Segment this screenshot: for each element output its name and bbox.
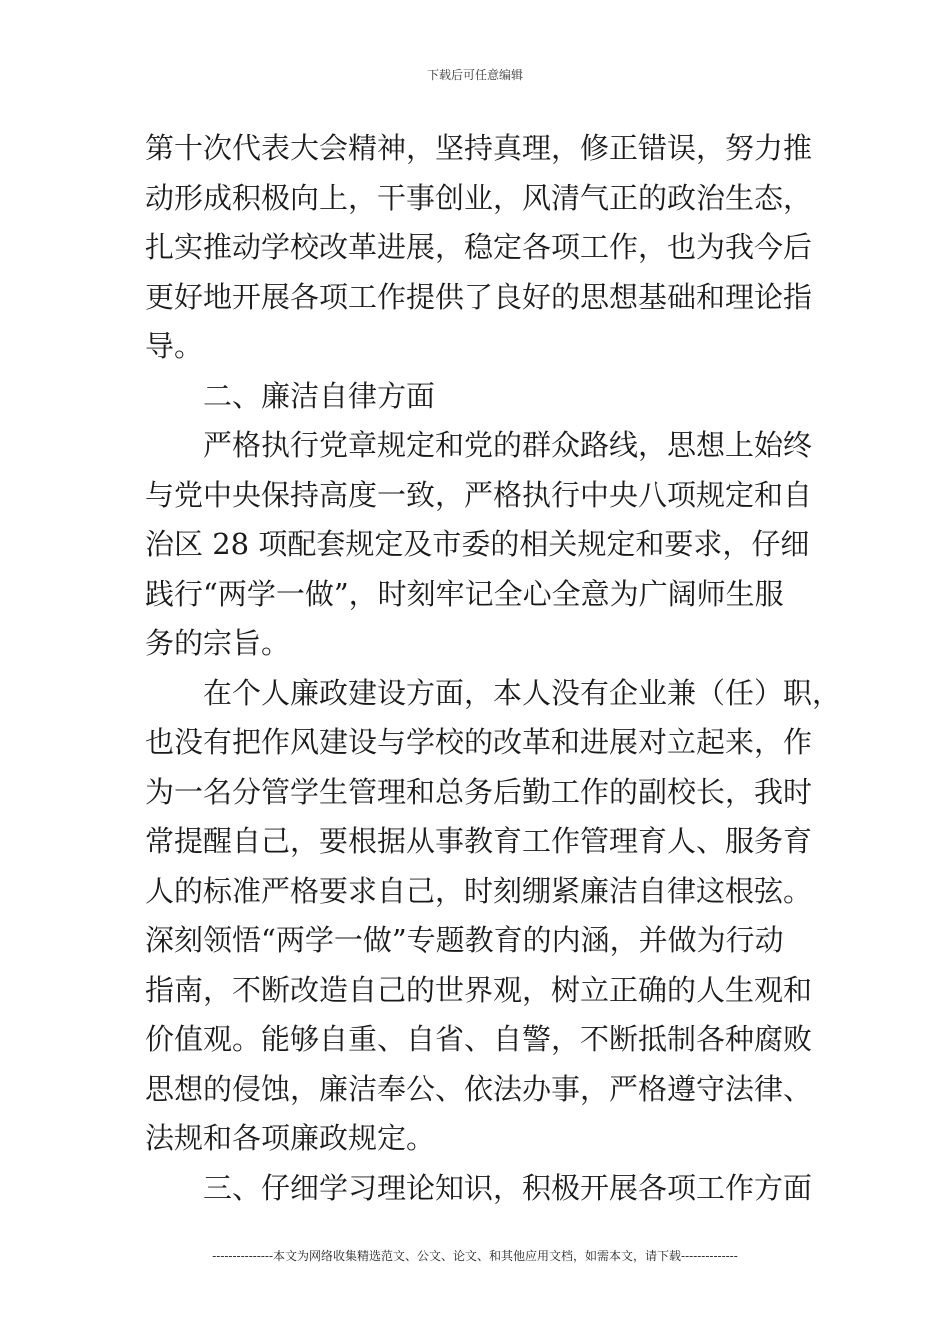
page-header: 下载后可任意编辑 (426, 68, 523, 82)
text-line: 践行“两学一做”，时刻牢记全心全意为广阔师生服 (145, 576, 784, 611)
text-line: 价值观。能够自重、自省、自警，不断抵制各种腐败 (145, 1022, 813, 1056)
document-body (145, 124, 842, 1213)
section-heading: 二、廉洁自律方面 (203, 378, 436, 413)
text-line: 更好地开展各项工作提供了良好的思想基础和理论指 (145, 279, 813, 314)
text-line: 深刻领悟“两学一做”专题教育的内涵，并做为行动 (145, 923, 784, 957)
text-line: 法规和各项廉政规定。 (145, 1121, 436, 1155)
text-line: 人的标准严格要求自己，时刻绷紧廉洁自律这根弦。 (145, 873, 813, 908)
section-heading: 三、仔细学习理论知识，积极开展各项工作方面 (203, 1170, 813, 1205)
text-line: 动形成积极向上，干事创业，风清气正的政治生态， (145, 180, 813, 215)
text-line: 导。 (145, 329, 204, 363)
text-line: 常提醒自己，要根据从事教育工作管理育人、服务育 (145, 824, 813, 858)
text-line: 为一名分管学生管理和总务后勤工作的副校长，我时 (145, 774, 813, 809)
text-line: 第十次代表大会精神，坚持真理，修正错误，努力推 (145, 131, 813, 165)
text-line: 在个人廉政建设方面，本人没有企业兼（任）职， (203, 675, 842, 710)
text-line: 治区 28 项配套规定及市委的相关规定和要求，仔细 (145, 527, 810, 561)
text-line: 指南，不断改造自己的世界观，树立正确的人生观和 (145, 972, 813, 1007)
text-line: 也没有把作风建设与学校的改革和进展对立起来，作 (145, 725, 813, 759)
text-line: 严格执行党章规定和党的群众路线，思想上始终 (203, 428, 813, 462)
text-line: 务的宗旨。 (145, 626, 291, 660)
text-line: 扎实推动学校改革进展，稳定各项工作，也为我今后 (145, 230, 813, 264)
page-footer: ---------------本文为网络收集精选范文、公文、论文、和其他应用文档，如需本文，请下载-------------- (212, 1249, 738, 1263)
text-line: 与党中央保持高度一致，严格执行中央八项规定和自 (145, 477, 813, 512)
text-line: 思想的侵蚀，廉洁奉公、依法办事，严格遵守法律、 (145, 1071, 813, 1106)
